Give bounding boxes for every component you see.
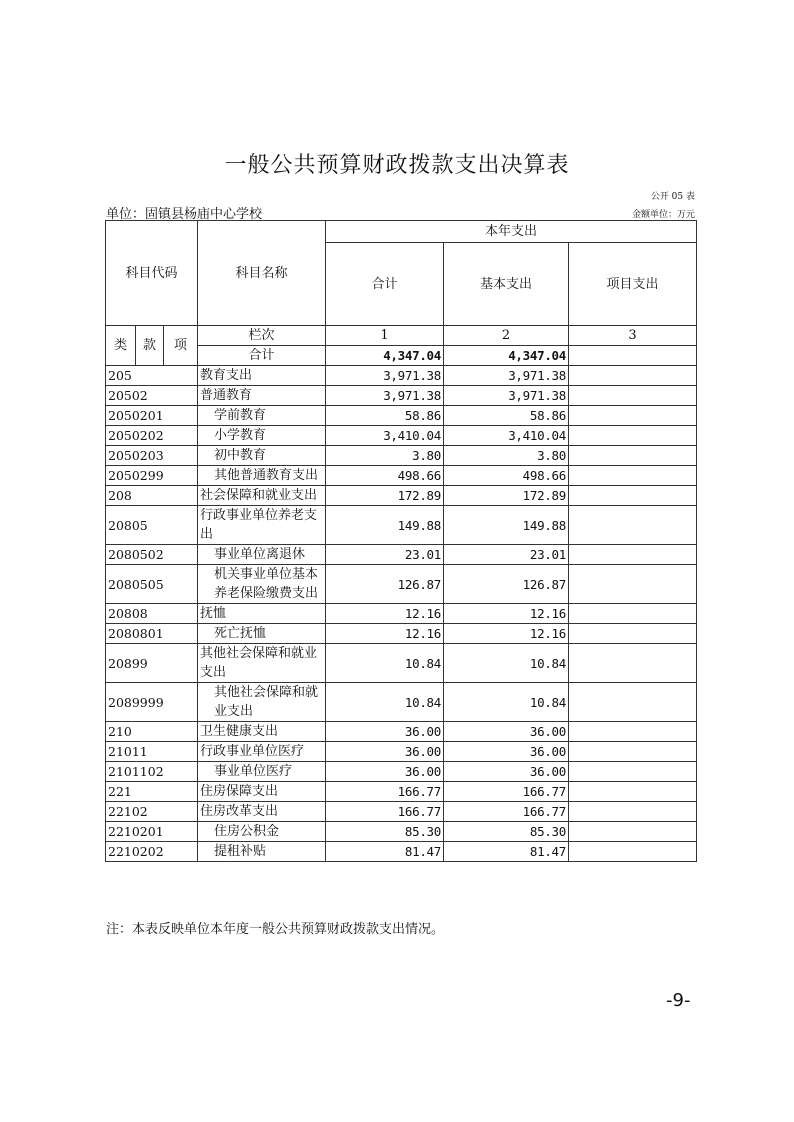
row-total: 3,410.04: [326, 426, 444, 446]
table-row: [106, 406, 697, 426]
row-code: 2101102: [106, 762, 198, 782]
row-basic: 10.84: [444, 683, 569, 722]
row-basic: 166.77: [444, 802, 569, 822]
table-row: [106, 683, 697, 722]
row-project: [569, 722, 697, 742]
sum-basic: 4,347.04: [444, 346, 569, 366]
row-basic: 3,971.38: [444, 386, 569, 406]
form-number: 公开 05 表: [650, 192, 695, 202]
row-project: [569, 742, 697, 762]
row-code: 20808: [106, 604, 198, 624]
row-code: 2050201: [106, 406, 198, 426]
row-total: 126.87: [326, 565, 444, 604]
amount-unit: 金额单位：万元: [631, 210, 695, 220]
header-total: 合计: [326, 243, 444, 326]
row-basic: 126.87: [444, 565, 569, 604]
row-total: 3,971.38: [326, 386, 444, 406]
table-row: [106, 426, 697, 446]
row-total: 12.16: [326, 624, 444, 644]
row-project: [569, 842, 697, 862]
column-label: 栏次: [198, 326, 326, 346]
header-name: 科目名称: [198, 221, 326, 326]
row-name: 住房公积金: [198, 822, 326, 842]
row-code: 221: [106, 782, 198, 802]
table-row: [106, 722, 697, 742]
row-project: [569, 782, 697, 802]
row-name: 提租补贴: [198, 842, 326, 862]
row-basic: 498.66: [444, 466, 569, 486]
row-name: 初中教育: [198, 446, 326, 466]
row-project: [569, 426, 697, 446]
row-basic: 81.47: [444, 842, 569, 862]
row-project: [569, 545, 697, 565]
row-project: [569, 366, 697, 386]
row-name: 其他社会保障和就业支出: [198, 644, 326, 683]
header-xiang: 项: [164, 326, 198, 366]
row-project: [569, 604, 697, 624]
header-code: 科目代码: [106, 221, 198, 326]
table-row: [106, 762, 697, 782]
row-name: 死亡抚恤: [198, 624, 326, 644]
row-basic: 166.77: [444, 782, 569, 802]
row-name: 住房改革支出: [198, 802, 326, 822]
row-code: 2080502: [106, 545, 198, 565]
row-total: 3,971.38: [326, 366, 444, 386]
row-code: 2050299: [106, 466, 198, 486]
row-project: [569, 762, 697, 782]
row-code: 210: [106, 722, 198, 742]
table-row: [106, 822, 697, 842]
row-code: 2080801: [106, 624, 198, 644]
table-row: [106, 545, 697, 565]
row-total: 149.88: [326, 506, 444, 545]
table-row: [106, 782, 697, 802]
row-code: 22102: [106, 802, 198, 822]
sum-total: 4,347.04: [326, 346, 444, 366]
table-row: [106, 624, 697, 644]
page-title: 一般公共预算财政拨款支出决算表: [224, 153, 570, 178]
row-basic: 23.01: [444, 545, 569, 565]
row-total: 36.00: [326, 722, 444, 742]
table-row: [106, 842, 697, 862]
row-total: 10.84: [326, 683, 444, 722]
table-row: [106, 506, 697, 545]
table-row: [106, 644, 697, 683]
row-total: 81.47: [326, 842, 444, 862]
column-1: 1: [326, 326, 444, 346]
row-basic: 36.00: [444, 742, 569, 762]
header-basic: 基本支出: [444, 243, 569, 326]
row-total: 172.89: [326, 486, 444, 506]
row-total: 23.01: [326, 545, 444, 565]
row-name: 小学教育: [198, 426, 326, 446]
row-code: 2089999: [106, 683, 198, 722]
row-total: 498.66: [326, 466, 444, 486]
row-code: 20805: [106, 506, 198, 545]
row-name: 卫生健康支出: [198, 722, 326, 742]
row-name: 事业单位离退休: [198, 545, 326, 565]
row-project: [569, 506, 697, 545]
expenditure-table: [105, 220, 697, 862]
row-code: 2050203: [106, 446, 198, 466]
sum-label: 合计: [198, 346, 326, 366]
row-basic: 3,971.38: [444, 366, 569, 386]
unit-name: 单位：固镇县杨庙中心学校: [106, 207, 263, 222]
row-basic: 3.80: [444, 446, 569, 466]
header-project: 项目支出: [569, 243, 697, 326]
footnote: 注：本表反映单位本年度一般公共预算财政拨款支出情况。: [106, 922, 445, 937]
row-name: 社会保障和就业支出: [198, 486, 326, 506]
table-row: [106, 466, 697, 486]
sum-project: [569, 346, 697, 366]
row-code: 205: [106, 366, 198, 386]
row-project: [569, 446, 697, 466]
row-code: 21011: [106, 742, 198, 762]
row-code: 208: [106, 486, 198, 506]
row-total: 58.86: [326, 406, 444, 426]
row-code: 2210201: [106, 822, 198, 842]
row-basic: 58.86: [444, 406, 569, 426]
row-project: [569, 486, 697, 506]
row-code: 20899: [106, 644, 198, 683]
row-name: 抚恤: [198, 604, 326, 624]
row-name: 机关事业单位基本养老保险缴费支出: [198, 565, 326, 604]
page-number: -9-: [666, 990, 691, 1011]
row-total: 10.84: [326, 644, 444, 683]
row-project: [569, 466, 697, 486]
header-group: 本年支出: [326, 221, 697, 243]
row-name: 普通教育: [198, 386, 326, 406]
row-basic: 10.84: [444, 644, 569, 683]
row-code: 2050202: [106, 426, 198, 446]
row-basic: 149.88: [444, 506, 569, 545]
row-code: 2080505: [106, 565, 198, 604]
row-project: [569, 386, 697, 406]
table-row: [106, 742, 697, 762]
row-basic: 3,410.04: [444, 426, 569, 446]
row-basic: 85.30: [444, 822, 569, 842]
table-row: [106, 366, 697, 386]
row-basic: 36.00: [444, 722, 569, 742]
row-project: [569, 565, 697, 604]
row-total: 12.16: [326, 604, 444, 624]
row-name: 其他社会保障和就业支出: [198, 683, 326, 722]
row-name: 其他普通教育支出: [198, 466, 326, 486]
row-total: 36.00: [326, 762, 444, 782]
table-row: [106, 486, 697, 506]
row-project: [569, 822, 697, 842]
row-total: 36.00: [326, 742, 444, 762]
row-name: 住房保障支出: [198, 782, 326, 802]
row-name: 学前教育: [198, 406, 326, 426]
row-code: 2210202: [106, 842, 198, 862]
row-project: [569, 406, 697, 426]
table-row: [106, 802, 697, 822]
table-row: [106, 386, 697, 406]
row-basic: 172.89: [444, 486, 569, 506]
row-total: 85.30: [326, 822, 444, 842]
row-basic: 12.16: [444, 604, 569, 624]
row-total: 166.77: [326, 782, 444, 802]
row-name: 教育支出: [198, 366, 326, 386]
row-total: 166.77: [326, 802, 444, 822]
column-3: 3: [569, 326, 697, 346]
row-basic: 36.00: [444, 762, 569, 782]
row-name: 行政事业单位养老支出: [198, 506, 326, 545]
row-basic: 12.16: [444, 624, 569, 644]
row-project: [569, 644, 697, 683]
row-project: [569, 802, 697, 822]
row-project: [569, 683, 697, 722]
row-code: 20502: [106, 386, 198, 406]
row-name: 行政事业单位医疗: [198, 742, 326, 762]
table-row: [106, 604, 697, 624]
header-lei: 类: [106, 326, 136, 366]
row-total: 3.80: [326, 446, 444, 466]
table-row: [106, 446, 697, 466]
row-name: 事业单位医疗: [198, 762, 326, 782]
table-row: [106, 565, 697, 604]
header-kuan: 款: [136, 326, 164, 366]
row-project: [569, 624, 697, 644]
column-2: 2: [444, 326, 569, 346]
